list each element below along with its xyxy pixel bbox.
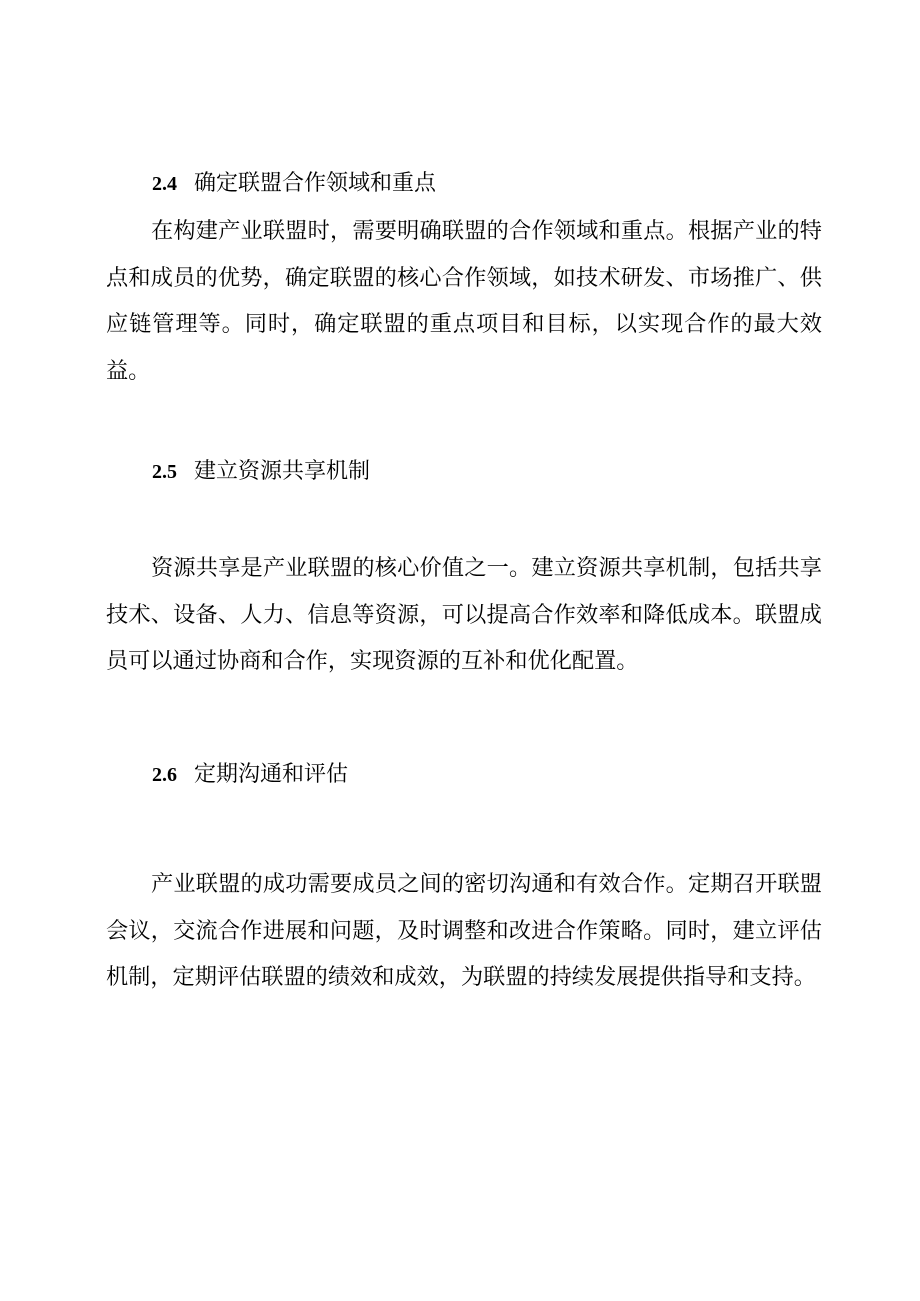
- section-paragraph-2-4: 在构建产业联盟时，需要明确联盟的合作领域和重点。根据产业的特点和成员的优势，确定联盟的核心合作领域，如技术研发、市场推广、供应链管理等。同时，确定联盟的重点项目和目标，以实现合作的最大效益。: [106, 218, 822, 384]
- section-number: 2.5: [152, 461, 177, 483]
- section-heading-2-6: [152, 760, 348, 790]
- section-title: 建立资源共享机制: [194, 459, 371, 484]
- section-number: 2.4: [152, 173, 177, 195]
- section-heading-2-4: [152, 169, 436, 199]
- section-title: 定期沟通和评估: [194, 762, 349, 787]
- section-paragraph-2-6: 产业联盟的成功需要成员之间的密切沟通和有效合作。定期召开联盟会议，交流合作进展和问题，及时调整和改进合作策略。同时，建立评估机制，定期评估联盟的绩效和成效，为联盟的持续发展提供指导和支持。: [106, 871, 822, 990]
- section-title: 确定联盟合作领域和重点: [194, 171, 437, 196]
- section-paragraph-2-5: 资源共享是产业联盟的核心价值之一。建立资源共享机制，包括共享技术、设备、人力、信息等资源，可以提高合作效率和降低成本。联盟成员可以通过协商和合作，实现资源的互补和优化配置。: [106, 555, 822, 674]
- section-number: 2.6: [152, 764, 177, 786]
- section-heading-2-5: [152, 457, 370, 487]
